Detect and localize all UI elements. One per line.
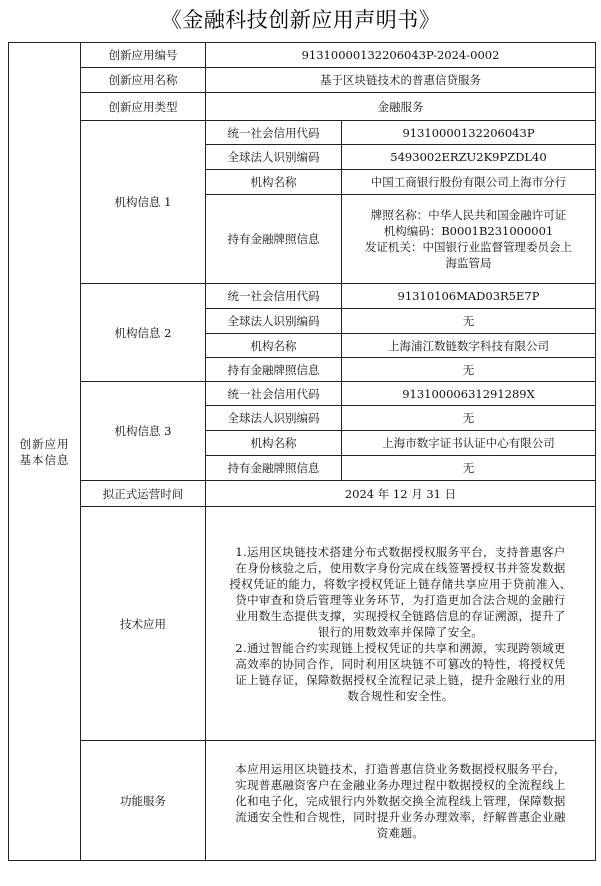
inst2-credit-value: 91310106MAD03R5E7P [342,284,596,309]
tech-line: 在身份核验之后，使用数字身份完成在线签署授权书并签发数据 [235,560,566,575]
function-line: 实现普惠融资客户在金融业务办理过程中数据授权的全流程线上 [235,777,566,792]
row-app-type [9,93,596,121]
inst2-lei-label: 全球法人识别编码 [206,309,342,334]
app-type-label: 创新应用类型 [81,93,206,121]
tech-line: 业用数生态提供支撑，实现授权全链路信息的存证溯源，提升了 [235,608,566,623]
section-label: 创新应用基本信息 [19,436,70,467]
launch-time-label: 拟正式运营时间 [81,481,206,507]
inst2-lei-value: 无 [342,309,596,334]
function-line: 流通安全性和合规性，同时提升业务办理效率，纾解普惠企业融 [235,809,566,824]
inst1-row-credit [9,121,596,145]
inst1-credit-value: 91310000132206043P [342,121,596,145]
inst1-label: 机构信息 1 [81,121,206,284]
inst2-label: 机构信息 2 [81,284,206,382]
app-number-value: 91310000132206043P-2024-0002 [206,43,596,68]
row-tech-application [9,507,596,741]
row-app-number [9,43,596,68]
inst2-credit-label: 统一社会信用代码 [206,284,342,309]
inst1-license-line: 机构编码：B0001B231000001 [383,224,554,238]
launch-time-value: 2024 年 12 月 31 日 [206,481,596,507]
inst1-credit-label: 统一社会信用代码 [206,121,342,145]
tech-line: 证上链存证，保障数据授权全流程记录上链，提升金融行业的用 [235,672,566,687]
tech-line: 2.通过智能合约实现链上授权凭证的共享和溯源，实现跨领域更 [235,640,566,655]
function-line: 本应用运用区块链技术，打造普惠信贷业务数据授权服务平台， [235,761,566,776]
inst3-name-value: 上海市数字证书认证中心有限公司 [342,431,596,456]
tech-line: 高效率的协同合作，同时利用区块链不可篡改的特性，将授权凭 [235,656,566,671]
inst1-license-line: 牌照名称：中华人民共和国金融许可证 [370,208,567,222]
declaration-table [8,42,596,861]
inst3-lei-value: 无 [342,406,596,431]
tech-application-text [206,507,596,741]
inst3-label: 机构信息 3 [81,382,206,481]
function-service-text [206,741,596,861]
inst1-license-line: 发证机关：中国银行业监督管理委员会上 [365,240,572,254]
inst1-lei-label: 全球法人识别编码 [206,145,342,170]
tech-application-label: 技术应用 [81,507,206,741]
inst3-credit-label: 统一社会信用代码 [206,382,342,406]
inst3-lei-label: 全球法人识别编码 [206,406,342,431]
inst2-name-label: 机构名称 [206,334,342,358]
function-line: 化和电子化，完成银行内外数据交换全流程线上管理，保障数据 [235,793,566,808]
inst2-name-value: 上海浦江数链数字科技有限公司 [342,334,596,358]
inst3-name-label: 机构名称 [206,431,342,456]
inst2-license-value: 无 [342,358,596,382]
row-launch-time [9,481,596,507]
tech-line: 银行的用数效率并保障了安全。 [317,624,484,639]
inst1-license-line: 海监管局 [445,256,492,270]
inst1-license-label: 持有金融牌照信息 [206,195,342,284]
tech-line: 1.运用区块链技术搭建分布式数据授权服务平台，支持普惠客户 [235,544,566,559]
inst1-license-value [342,195,596,284]
inst2-row-credit [9,284,596,309]
inst1-name-label: 机构名称 [206,170,342,195]
app-name-value: 基于区块链技术的普惠信贷服务 [206,68,596,93]
function-service-label: 功能服务 [81,741,206,861]
inst3-license-value: 无 [342,456,596,481]
inst1-name-value: 中国工商银行股份有限公司上海市分行 [342,170,596,195]
inst1-lei-value: 5493002ERZU2K9PZDL40 [342,145,596,170]
inst3-row-credit [9,382,596,406]
inst3-credit-value: 91310000631291289X [342,382,596,406]
row-function-service [9,741,596,861]
app-type-value: 金融服务 [206,93,596,121]
inst2-license-label: 持有金融牌照信息 [206,358,342,382]
document-title: 《金融科技创新应用声明书》 [160,8,441,32]
function-line: 资难题。 [376,825,425,840]
tech-line: 贷中审查和贷后管理等业务环节，为打造更加合法合规的金融行 [235,592,566,607]
section-label-cell [9,43,81,861]
row-app-name [9,68,596,93]
tech-line: 授权凭证的能力，将数字授权凭证上链存储共享应用于贷前准入、 [229,576,572,591]
app-number-label: 创新应用编号 [81,43,206,68]
tech-line: 数合规性和安全性。 [347,688,454,703]
inst3-license-label: 持有金融牌照信息 [206,456,342,481]
app-name-label: 创新应用名称 [81,68,206,93]
